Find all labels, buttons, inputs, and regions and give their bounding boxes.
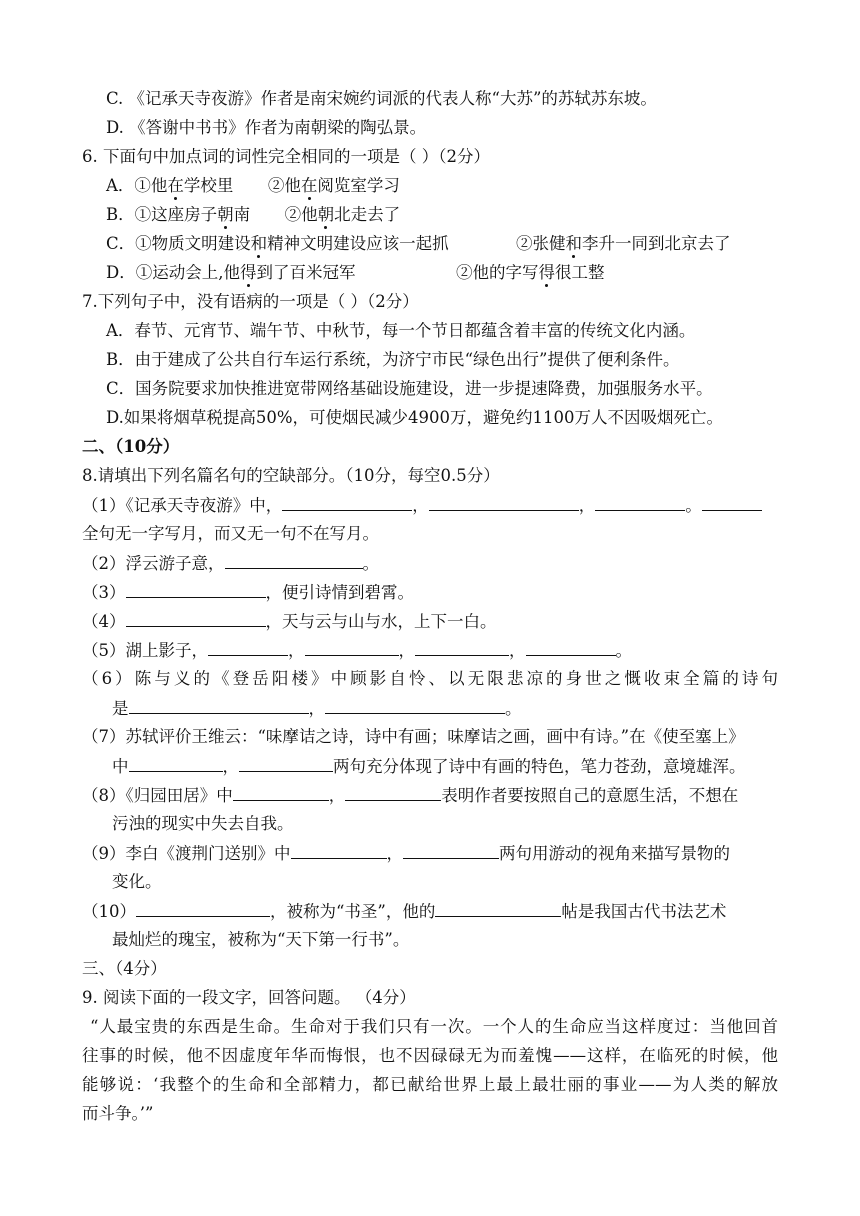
q7-stem: 7.下列句子中，没有语病的一项是（ ）（2分） [82, 292, 419, 311]
option-text: 精神文明建设应该一起抓 [267, 234, 449, 253]
punct: 。 [362, 554, 379, 573]
q8-item-9-cont: 变化。 [112, 872, 162, 891]
item-text: ，便引诗情到碧霄。 [265, 583, 414, 602]
q6-option-c [106, 233, 449, 255]
option-text: ②张健 [516, 234, 566, 253]
option-text: 学校里 [183, 176, 234, 195]
q8-item-10 [82, 900, 726, 923]
item-text: 表明作者要按照自己的意愿生活，不想在 [441, 786, 739, 805]
q6-stem: 6. 下面句中加点词的词性完全相同的一项是（ ）（2分） [82, 147, 490, 166]
item-text: （2）浮云游子意， [82, 554, 225, 573]
q7-option-a: A．春节、元宵节、端午节、中秋节，每一个节日都蕴含着丰富的传统文化内涵。 [106, 321, 696, 340]
q8-item-3 [82, 581, 414, 604]
q7-option-c: C．国务院要求加快推进宽带网络基础设施建设，进一步提速降费，加强服务水平。 [106, 379, 713, 398]
section-3-title: 三、（4分） [82, 959, 167, 978]
q6-option-b [106, 204, 400, 226]
dotted-word: 得 [538, 263, 555, 282]
option-text: 到了百米冠军 [256, 263, 356, 282]
item-text: （10） [82, 902, 136, 921]
blank-field[interactable] [129, 755, 223, 772]
item-text: （4） [82, 612, 126, 631]
option-text: B．①这座房子 [106, 205, 218, 224]
q8-item-9 [82, 842, 730, 865]
q6-option-a [106, 175, 400, 197]
blank-field[interactable] [345, 784, 441, 801]
q7-option-b: B．由于建成了公共自行车运行系统，为济宁市民“绿色出行”提供了便利条件。 [106, 350, 680, 369]
option-text: 李升一同到北京去了 [582, 234, 731, 253]
dotted-word: 和 [565, 234, 582, 253]
blank-field[interactable] [129, 697, 309, 714]
q6-option-d [106, 262, 355, 284]
blank-field[interactable] [526, 639, 616, 656]
q6-option-d-second [456, 262, 605, 284]
option-text: C．①物质文明建设 [106, 234, 251, 253]
option-text: 阅览室学习 [317, 176, 400, 195]
item-text: （5）湖上影子， [82, 641, 208, 660]
dotted-word: 在 [167, 176, 184, 195]
q9-stem: 9. 阅读下面的一段文字，回答问题。 （4分） [82, 988, 416, 1007]
blank-field[interactable] [282, 494, 412, 511]
item-text: 中 [112, 757, 129, 776]
item-text: ，天与云与山与水，上下一白。 [265, 612, 497, 631]
blank-field[interactable] [305, 639, 399, 656]
q8-item-1 [82, 494, 762, 517]
blank-field[interactable] [291, 842, 387, 859]
blank-field[interactable] [403, 842, 499, 859]
dotted-word: 在 [300, 176, 318, 195]
punct: ， [328, 786, 346, 805]
q8-item-1-cont: 全句无一字写月，而又无一句不在写月。 [82, 524, 379, 543]
punct: ， [308, 699, 325, 718]
item-text: 是 [112, 699, 129, 718]
passage-line-3: 能够说：‘我整个的生命和全部精力，都已献给世界上最上最壮丽的事业——为人类的解放 [82, 1075, 778, 1094]
punct: ， [288, 641, 305, 660]
passage-line-4: 而斗争。’” [82, 1104, 154, 1123]
blank-field[interactable] [136, 900, 270, 917]
blank-field[interactable] [126, 610, 266, 627]
option-text: ②他 [284, 205, 318, 224]
q8-item-7-cont [112, 755, 746, 778]
punct: ， [222, 757, 239, 776]
blank-field[interactable] [208, 639, 288, 656]
option-text: A．①他 [106, 176, 168, 195]
q8-item-4 [82, 610, 497, 633]
item-text: 两句充分体现了诗中有画的特色，笔力苍劲，意境雄浑。 [333, 757, 746, 776]
item-text: 两句用游动的视角来描写景物的 [499, 844, 730, 863]
blank-field[interactable] [595, 494, 685, 511]
q8-item-6-cont [112, 697, 522, 720]
blank-field[interactable] [415, 639, 509, 656]
option-text: D．①运动会上,他 [106, 263, 240, 282]
blank-field[interactable] [233, 784, 329, 801]
item-text: （9）李白《渡荆门送别》中 [82, 844, 291, 863]
dotted-word: 朝 [317, 205, 335, 224]
item-text: （3） [82, 583, 126, 602]
q8-item-5 [82, 639, 632, 662]
q8-item-7: （7）苏轼评价王维云：“味摩诘之诗，诗中有画；味摩诘之画，画中有诗。”在《使至塞上》 [82, 727, 745, 746]
punct: 。 [615, 641, 632, 660]
blank-field[interactable] [126, 581, 266, 598]
option-text: 北走去了 [334, 205, 401, 224]
passage-line-1: “人最宝贵的东西是生命。生命对于我们只有一次。一个人的生命应当这样度过：当他回首 [90, 1017, 778, 1036]
q8-item-10-cont: 最灿烂的瑰宝，被称为“天下第一行书”。 [112, 930, 410, 949]
blank-field[interactable] [429, 494, 579, 511]
blank-field[interactable] [239, 755, 333, 772]
q8-item-8-cont: 污浊的现实中失去自我。 [112, 814, 294, 833]
dotted-word: 朝 [217, 205, 234, 224]
punct: 。 [505, 699, 522, 718]
q8-item-8 [82, 784, 738, 807]
option-text: 南 [233, 205, 251, 224]
q7-option-d: D.如果将烟草税提高50%，可使烟民减少4900万，避免约1100万人不因吸烟死亡。 [106, 408, 724, 427]
blank-field[interactable] [225, 552, 363, 569]
punct: ， [578, 496, 596, 515]
q8-item-6: （6）陈与义的《登岳阳楼》中顾影自怜、以无限悲凉的身世之慨收束全篇的诗句 [82, 669, 778, 688]
punct: 。 [685, 496, 702, 515]
punct: ， [398, 641, 415, 660]
q5-option-d: D. 《答谢中书书》作者为南朝梁的陶弘景。 [106, 118, 427, 137]
option-text: 很工整 [555, 263, 605, 282]
item-text: ，被称为“书圣”，他的 [270, 902, 436, 921]
item-text: （1）《记承天寺夜游》中， [82, 496, 283, 515]
blank-field[interactable] [702, 494, 762, 511]
punct: ， [386, 844, 403, 863]
blank-field[interactable] [325, 697, 505, 714]
punct: ， [509, 641, 526, 660]
section-2-title: 二、（10分） [82, 437, 180, 456]
item-text: （8）《归园田居》中 [82, 786, 233, 805]
q8-item-2 [82, 552, 379, 575]
option-text: ②他 [267, 176, 301, 195]
q8-stem: 8.请填出下列名篇名句的空缺部分。（10分，每空0.5分） [82, 466, 500, 485]
punct: ， [412, 496, 429, 515]
item-text: 帖是我国古代书法艺术 [561, 902, 727, 921]
q5-option-c: C. 《记承天寺夜游》作者是南宋婉约词派的代表人称“大苏”的苏轼苏东坡。 [106, 89, 657, 108]
q6-option-c-second [516, 233, 731, 255]
blank-field[interactable] [435, 900, 561, 917]
passage-line-2: 往事的时候，他不因虚度年华而悔恨，也不因碌碌无为而羞愧——这样，在临死的时候，他 [82, 1046, 778, 1065]
option-text: ②他的字写 [456, 263, 539, 282]
dotted-word: 和 [250, 234, 268, 253]
dotted-word: 得 [239, 263, 257, 282]
